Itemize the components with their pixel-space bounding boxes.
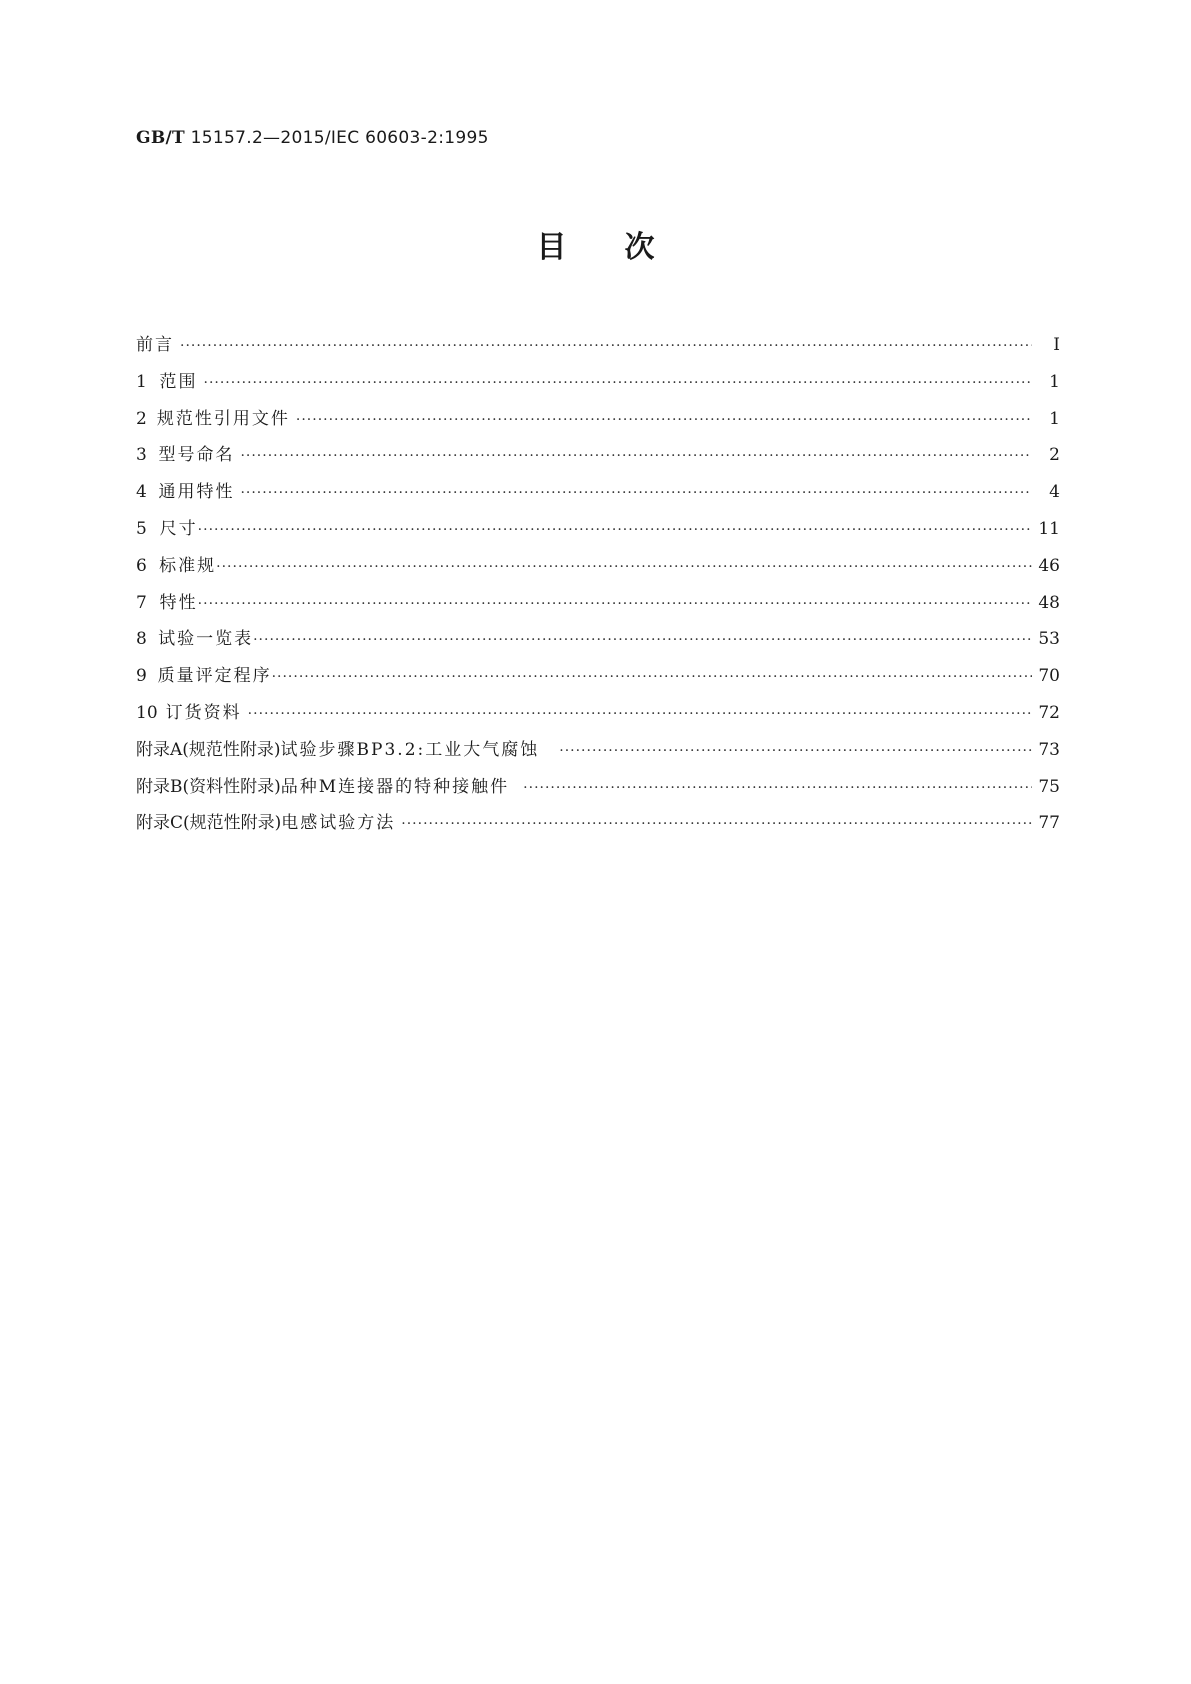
toc-entry-number: 6 [136,555,147,576]
toc-dot-leader [248,696,1032,733]
toc-entry-label: 范围 [159,371,198,392]
toc-entry-number: 8 [136,629,147,650]
toc-entry-label: 标准规 [159,555,217,576]
toc-entry-label: 型号命名 [158,445,235,466]
toc-dot-leader [240,475,1032,512]
toc-entry-annex-c[interactable] [136,805,1060,842]
toc-entry-number: 附录C(规范性附录) [136,813,282,834]
toc-dot-leader [198,512,1032,549]
toc-entry-number: 3 [136,445,147,466]
toc-dot-leader [198,586,1032,623]
toc-entry-page: 1 [1049,371,1060,392]
toc-entry-number: 附录B(资料性附录) [136,776,281,797]
toc-entry-label: 尺寸 [159,518,198,539]
toc-entry-label: 通用特性 [158,482,235,503]
toc-entry-page: 4 [1049,482,1060,503]
toc-entry-4[interactable] [136,474,1060,511]
toc-entry-page: 48 [1038,592,1060,613]
toc-entry-page: 53 [1038,629,1060,650]
toc-entry-number: 2 [136,408,147,429]
toc-dot-leader [272,659,1032,696]
toc-entry-page: 2 [1049,445,1060,466]
toc-entry-9[interactable] [136,658,1060,695]
toc-entry-label: 前言 [136,335,174,355]
toc-dot-leader [253,622,1032,659]
toc-entry-page: 73 [1038,739,1060,760]
toc-dot-leader [180,328,1032,365]
toc-dot-leader [401,806,1032,843]
toc-entry-page: 46 [1038,555,1060,576]
standard-code-prefix: GB/T [136,128,185,148]
toc-entry-annex-b[interactable] [136,769,1060,806]
toc-entry-label: 订货资料 [165,702,242,723]
toc-entry-page: 75 [1038,776,1060,797]
toc-dot-leader [240,438,1032,475]
toc-entry-2[interactable] [136,401,1060,438]
toc-dot-leader [523,770,1032,807]
toc-entry-label: 特性 [159,592,198,613]
toc-entry-page: 11 [1038,518,1060,539]
toc-entry-number: 7 [136,592,147,613]
standard-code [136,128,489,148]
toc-entry-page: 72 [1038,702,1060,723]
toc-entry-page: 1 [1049,408,1060,429]
toc-dot-leader [296,402,1032,439]
toc-entry-number: 9 [136,666,147,687]
toc-entry-8[interactable] [136,621,1060,658]
toc-entry-label: 电感试验方法 [281,813,396,834]
toc-dot-leader [216,549,1032,586]
toc-entry-label: 试验一览表 [158,629,254,650]
toc-dot-leader [204,365,1033,402]
standard-code-number: 15157.2—2015/IEC 60603-2:1995 [184,128,489,148]
toc-entry-page: 77 [1038,813,1060,834]
toc-entry-3[interactable] [136,437,1060,474]
toc-entry-5[interactable] [136,511,1060,548]
toc-entry-label: 质量评定程序 [157,666,272,687]
toc-entry-number: 1 [136,371,147,392]
toc-entry-1[interactable] [136,364,1060,401]
toc-entry-10[interactable] [136,695,1060,732]
toc-entry-number: 4 [136,482,147,503]
toc-entry-page: Ⅰ [1053,335,1060,355]
toc-entry-label: 规范性引用文件 [156,408,290,429]
toc-dot-leader [559,733,1032,770]
toc-entry-number: 10 [136,702,158,723]
toc-entry-number: 5 [136,518,147,539]
toc-entry-label: 试验步骤BP3.2:工业大气腐蚀 [280,739,540,760]
toc-entry-page: 70 [1038,666,1060,687]
toc-entry-label: 品种M连接器的特种接触件 [280,776,510,797]
toc-entry-foreword[interactable] [136,327,1060,364]
toc-entry-annex-a[interactable] [136,732,1060,769]
toc-entry-6[interactable] [136,548,1060,585]
toc-entry-7[interactable] [136,585,1060,622]
table-of-contents [136,327,1060,842]
toc-entry-number: 附录A(规范性附录) [136,739,281,760]
toc-title: 目次 [536,230,713,265]
